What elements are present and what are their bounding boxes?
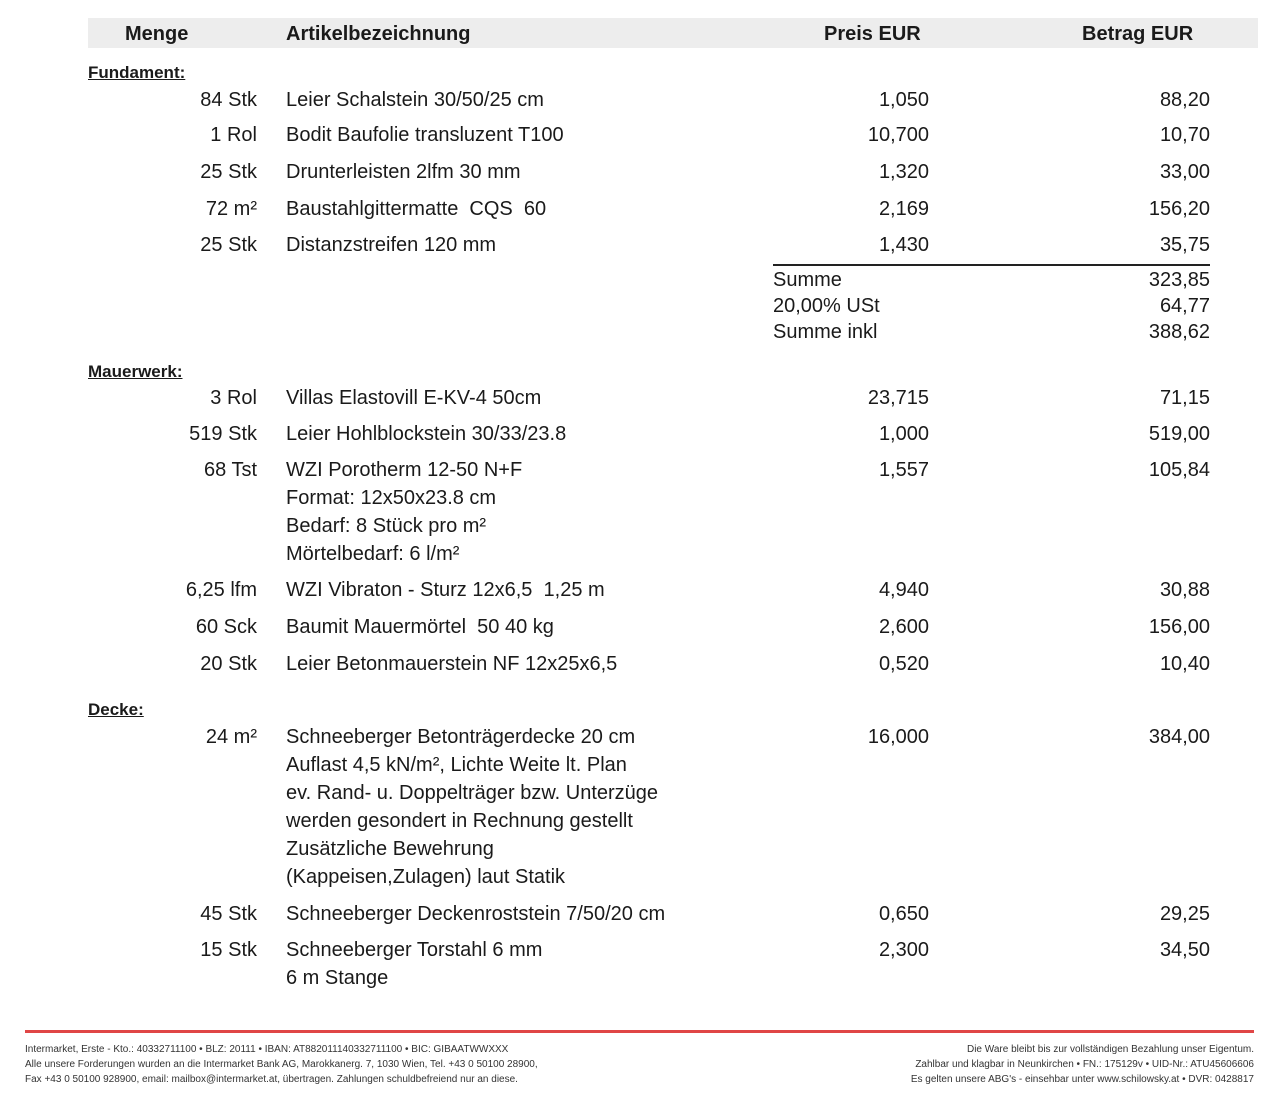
footer-line: Die Ware bleibt bis zur vollständigen Bezahlung unser Eigentum. bbox=[966, 1044, 1254, 1055]
summe-label: Summe bbox=[773, 269, 842, 291]
row-quantity: 3 Rol bbox=[210, 387, 257, 409]
ust-label: 20,00% USt bbox=[773, 295, 880, 317]
row-quantity: 1 Rol bbox=[210, 124, 257, 146]
row-amount: 10,70 bbox=[1159, 124, 1210, 146]
section-title-mauerwerk: Mauerwerk: bbox=[88, 362, 183, 381]
row-price: 23,715 bbox=[867, 387, 929, 409]
row-quantity: 6,25 lfm bbox=[185, 579, 257, 601]
totals-row-summe bbox=[773, 267, 1210, 293]
row-price: 4,940 bbox=[878, 579, 929, 601]
row-amount: 35,75 bbox=[1159, 234, 1210, 256]
row-description bbox=[286, 650, 617, 678]
footer-divider bbox=[25, 1030, 1254, 1033]
description-line: werden gesondert in Rechnung gestellt bbox=[286, 810, 633, 832]
row-description bbox=[286, 384, 541, 412]
row-price: 2,300 bbox=[878, 939, 929, 961]
row-quantity: 68 Tst bbox=[204, 459, 257, 481]
row-price: 1,050 bbox=[878, 89, 929, 111]
description-line: Leier Hohlblockstein 30/33/23.8 bbox=[286, 423, 567, 445]
footer-line: Fax +43 0 50100 928900, email: mailbox@intermarket.at, übertragen. Zahlungen schuldbefreiend nur an diese. bbox=[25, 1074, 518, 1085]
description-line: Mörtelbedarf: 6 l/m² bbox=[286, 543, 460, 565]
row-amount: 384,00 bbox=[1148, 726, 1210, 748]
row-price: 2,600 bbox=[878, 616, 929, 638]
footer-legal-info bbox=[911, 1042, 1254, 1087]
summe-inkl-label: Summe inkl bbox=[773, 321, 878, 343]
column-header-menge: Menge bbox=[125, 23, 189, 45]
description-line: Format: 12x50x23.8 cm bbox=[286, 487, 497, 509]
row-amount: 156,00 bbox=[1148, 616, 1210, 638]
row-description bbox=[286, 121, 564, 149]
row-quantity: 25 Stk bbox=[200, 161, 257, 183]
description-line: Distanzstreifen 120 mm bbox=[286, 234, 497, 256]
description-line: Bodit Baufolie transluzent T100 bbox=[286, 124, 564, 146]
column-header-betrag: Betrag EUR bbox=[1082, 23, 1194, 45]
row-description bbox=[286, 936, 542, 992]
row-price: 1,430 bbox=[878, 234, 929, 256]
summe-inkl-value: 388,62 bbox=[1148, 321, 1210, 343]
row-description bbox=[286, 456, 522, 568]
subtotal-divider bbox=[773, 264, 1210, 266]
description-line: Bedarf: 8 Stück pro m² bbox=[286, 515, 487, 537]
column-header-preis: Preis EUR bbox=[824, 23, 921, 45]
row-price: 1,320 bbox=[878, 161, 929, 183]
row-price: 2,169 bbox=[878, 198, 929, 220]
row-price: 0,650 bbox=[878, 903, 929, 925]
row-quantity: 45 Stk bbox=[200, 903, 257, 925]
row-amount: 71,15 bbox=[1159, 387, 1210, 409]
row-amount: 29,25 bbox=[1159, 903, 1210, 925]
row-quantity: 519 Stk bbox=[189, 423, 257, 445]
row-description bbox=[286, 900, 665, 928]
row-price: 10,700 bbox=[867, 124, 929, 146]
row-amount: 105,84 bbox=[1148, 459, 1210, 481]
summe-value: 323,85 bbox=[1148, 269, 1210, 291]
row-amount: 33,00 bbox=[1159, 161, 1210, 183]
footer-line: Zahlbar und klagbar in Neunkirchen • FN.: 175129v • UID-Nr.: ATU45606606 bbox=[915, 1059, 1254, 1070]
row-price: 0,520 bbox=[878, 653, 929, 675]
row-amount: 10,40 bbox=[1159, 653, 1210, 675]
description-line: (Kappeisen,Zulagen) laut Statik bbox=[286, 866, 566, 888]
section-title-fundament: Fundament: bbox=[88, 63, 186, 82]
row-price: 1,557 bbox=[878, 459, 929, 481]
row-description bbox=[286, 195, 546, 223]
row-quantity: 15 Stk bbox=[200, 939, 257, 961]
totals-block bbox=[773, 267, 1210, 345]
description-line: Baumit Mauermörtel 50 40 kg bbox=[286, 616, 554, 638]
row-amount: 519,00 bbox=[1148, 423, 1210, 445]
description-line: Schneeberger Torstahl 6 mm bbox=[286, 939, 543, 961]
column-header-artikel: Artikelbezeichnung bbox=[286, 23, 471, 45]
row-quantity: 25 Stk bbox=[200, 234, 257, 256]
row-description bbox=[286, 723, 658, 891]
row-description bbox=[286, 231, 496, 259]
footer-bank-info bbox=[25, 1042, 538, 1087]
description-line: ev. Rand- u. Doppelträger bzw. Unterzüge bbox=[286, 782, 659, 804]
description-line: Zusätzliche Bewehrung bbox=[286, 838, 494, 860]
totals-row-inkl bbox=[773, 319, 1210, 345]
row-amount: 156,20 bbox=[1148, 198, 1210, 220]
table-header bbox=[88, 18, 1258, 48]
row-amount: 30,88 bbox=[1159, 579, 1210, 601]
row-description bbox=[286, 576, 605, 604]
description-line: WZI Porotherm 12-50 N+F bbox=[286, 459, 523, 481]
ust-value: 64,77 bbox=[1159, 295, 1210, 317]
row-quantity: 72 m² bbox=[205, 198, 257, 220]
row-quantity: 24 m² bbox=[205, 726, 257, 748]
row-description bbox=[286, 420, 566, 448]
row-quantity: 20 Stk bbox=[200, 653, 257, 675]
description-line: Drunterleisten 2lfm 30 mm bbox=[286, 161, 521, 183]
description-line: Leier Betonmauerstein NF 12x25x6,5 bbox=[286, 653, 618, 675]
description-line: Schneeberger Betonträgerdecke 20 cm bbox=[286, 726, 636, 748]
section-title-decke: Decke: bbox=[88, 700, 144, 719]
description-line: WZI Vibraton - Sturz 12x6,5 1,25 m bbox=[286, 579, 605, 601]
row-description bbox=[286, 158, 521, 186]
row-price: 16,000 bbox=[867, 726, 929, 748]
description-line: Schneeberger Deckenroststein 7/50/20 cm bbox=[286, 903, 666, 925]
footer-line: Es gelten unsere ABG's - einsehbar unter www.schilowsky.at • DVR: 0428817 bbox=[910, 1074, 1254, 1085]
row-amount: 34,50 bbox=[1159, 939, 1210, 961]
row-quantity: 60 Sck bbox=[195, 616, 257, 638]
footer-line: Alle unsere Forderungen wurden an die Intermarket Bank AG, Marokkanerg. 7, 1030 Wien, Tel. +43 0 50100 28900, bbox=[25, 1059, 538, 1070]
description-line: Villas Elastovill E-KV-4 50cm bbox=[286, 387, 542, 409]
row-description bbox=[286, 86, 544, 114]
row-description bbox=[286, 613, 554, 641]
row-amount: 88,20 bbox=[1159, 89, 1210, 111]
description-line: Leier Schalstein 30/50/25 cm bbox=[286, 89, 544, 111]
footer-line: Intermarket, Erste - Kto.: 40332711100 • BLZ: 20111 • IBAN: AT882011140332711100 • BIC: GIBAATWWXXX bbox=[25, 1044, 509, 1055]
row-quantity: 84 Stk bbox=[200, 89, 257, 111]
description-line: Baustahlgittermatte CQS 60 bbox=[286, 198, 547, 220]
row-price: 1,000 bbox=[878, 423, 929, 445]
totals-row-ust bbox=[773, 293, 1210, 319]
description-line: Auflast 4,5 kN/m², Lichte Weite lt. Plan bbox=[286, 754, 627, 776]
description-line: 6 m Stange bbox=[286, 967, 389, 989]
